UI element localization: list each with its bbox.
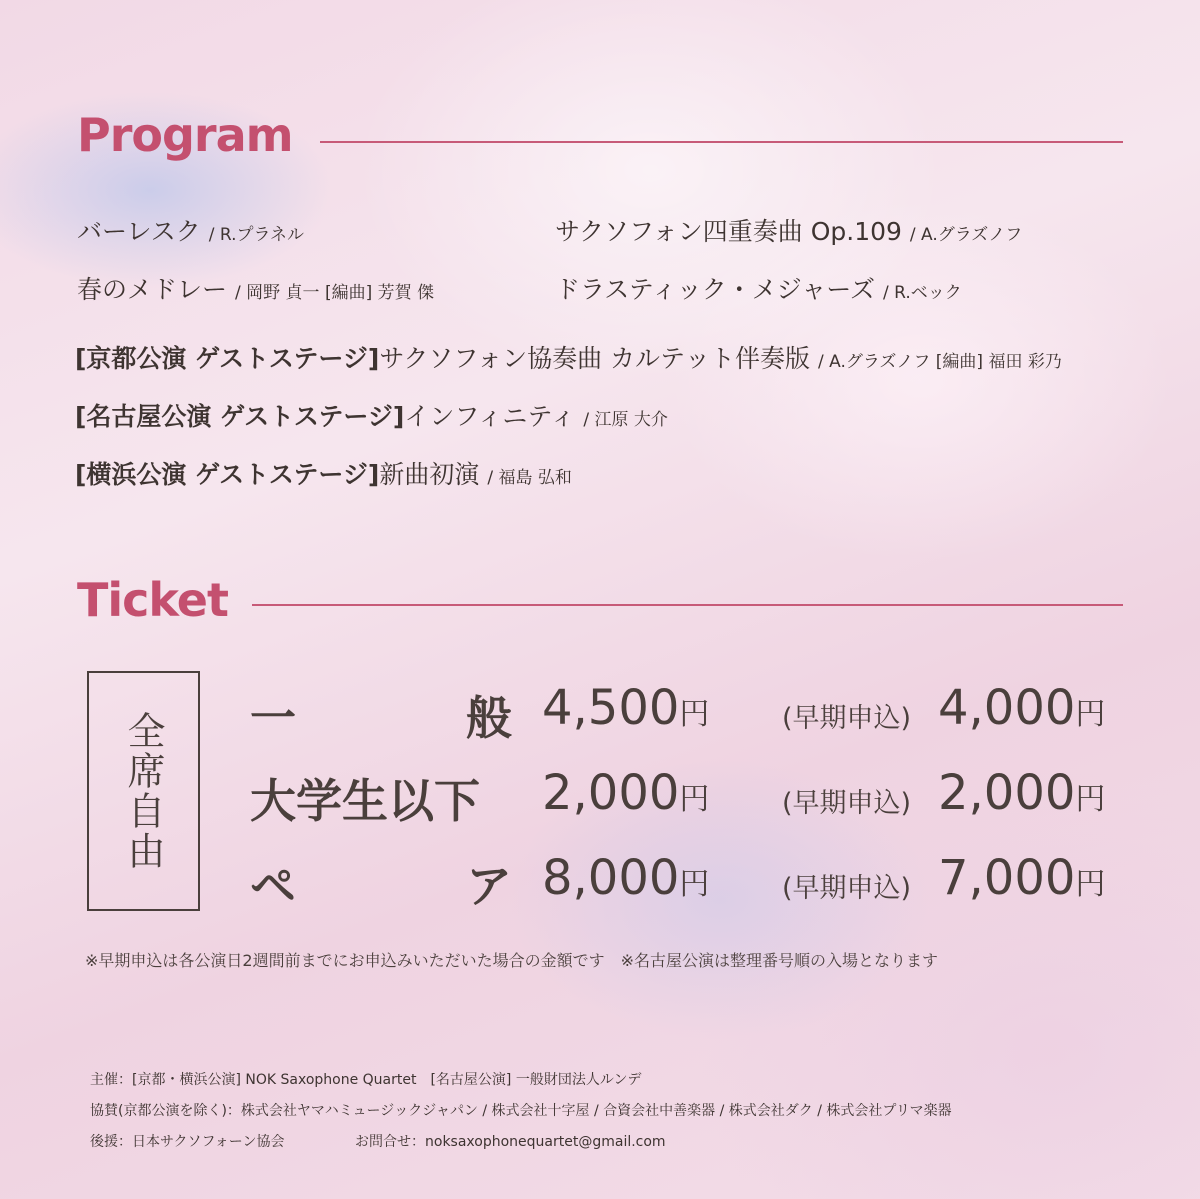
guest-stage-label: [横浜公演 ゲストステージ] [75, 460, 380, 489]
guest-stage-credit: / 福島 弘和 [487, 468, 572, 488]
program-item-title: サクソフォン四重奏曲 Op.109 [555, 217, 902, 246]
program-item-2 [555, 212, 1022, 248]
program-item-title: バーレスク [77, 217, 201, 246]
seating-box [87, 671, 200, 911]
ticket-early-label: (早期申込) [782, 873, 912, 904]
program-item-title: 春のメドレー [77, 275, 228, 304]
program-item-credit: / A.グラズノフ [909, 225, 1023, 245]
program-item-title: ドラスティック・メジャーズ [555, 275, 876, 304]
ticket-early-price-student: 2,000円 [938, 765, 1106, 821]
footer-sponsors: 協賛(京都公演を除く)：株式会社ヤマハミュージックジャパン / 株式会社十字屋 / 合資会社中善楽器 / 株式会社ダク / 株式会社プリマ楽器 [90, 1103, 952, 1119]
program-item-1 [77, 212, 304, 248]
program-item-4 [555, 270, 962, 306]
ticket-price-general: 4,500円 [542, 680, 710, 736]
guest-stage-label: [名古屋公演 ゲストステージ] [75, 402, 405, 431]
ticket-price-student: 2,000円 [542, 765, 710, 821]
footer-contact: お問合せ：noksaxophonequartet@gmail.com [355, 1134, 666, 1150]
guest-stage-nagoya [75, 397, 668, 433]
ticket-label-general-b: 般 [466, 691, 512, 745]
guest-stage-title: 新曲初演 [379, 460, 480, 489]
ticket-early-label: (早期申込) [782, 788, 912, 819]
ticket-price-pair: 8,000円 [542, 850, 710, 906]
seating-label: 全席自由 [121, 711, 165, 871]
ticket-heading-rule [252, 604, 1123, 606]
guest-stage-credit: / 江原 大介 [583, 410, 668, 430]
footer-organizer: 主催：[京都・横浜公演] NOK Saxophone Quartet [名古屋公演] 一般財団法人ルンデ [90, 1072, 642, 1088]
ticket-heading: Ticket [77, 573, 228, 627]
program-item-3 [77, 270, 434, 306]
ticket-label-pair-a: ペ [250, 859, 296, 913]
ticket-early-price-general: 4,000円 [938, 680, 1106, 736]
ticket-label-pair-b: ア [466, 859, 512, 913]
guest-stage-yokohama [75, 455, 572, 491]
program-heading: Program [77, 108, 293, 162]
program-item-credit: / R.ベック [883, 283, 962, 303]
program-item-credit: / 岡野 貞一 [編曲] 芳賀 傑 [235, 283, 435, 303]
ticket-label-student: 大学生以下 [250, 774, 480, 828]
guest-stage-title: インフィニティ [404, 402, 576, 431]
program-item-credit: / R.プラネル [208, 225, 304, 245]
footer-support: 後援：日本サクソフォーン協会 [90, 1134, 285, 1150]
ticket-early-label: (早期申込) [782, 703, 912, 734]
guest-stage-title: サクソフォン協奏曲 カルテット伴奏版 [379, 344, 811, 373]
program-heading-rule [320, 141, 1123, 143]
ticket-label-general-a: 一 [250, 691, 296, 745]
guest-stage-credit: / A.グラズノフ [編曲] 福田 彩乃 [818, 352, 1062, 372]
ticket-early-price-pair: 7,000円 [938, 850, 1106, 906]
guest-stage-kyoto [75, 339, 1062, 375]
ticket-note: ※早期申込は各公演日2週間前までにお申込みいただいた場合の金額です ※名古屋公演は整理番号順の入場となります [85, 951, 938, 970]
guest-stage-label: [京都公演 ゲストステージ] [75, 344, 380, 373]
